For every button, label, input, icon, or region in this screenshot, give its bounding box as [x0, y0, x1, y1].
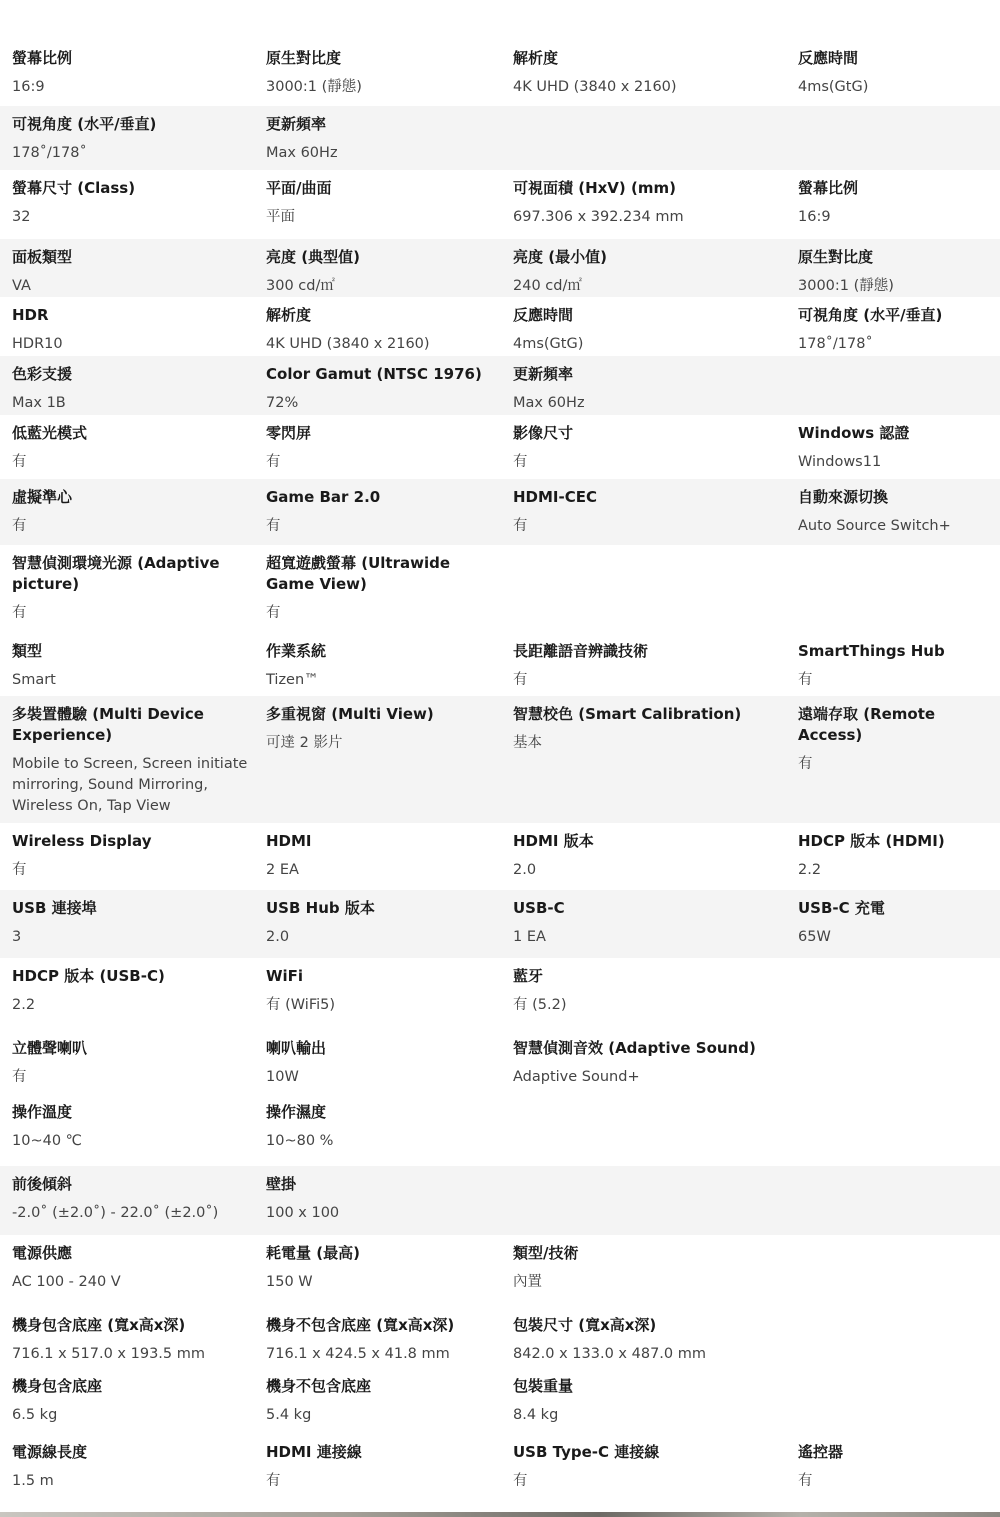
spec-value: 300 cd/㎡ [266, 278, 335, 294]
spec-item [798, 704, 998, 775]
spec-value: 3 [12, 929, 22, 945]
spec-label: 虛擬準心 [12, 488, 73, 506]
spec-value: 有 (WiFi5) [266, 997, 336, 1013]
spec-group [0, 479, 1000, 545]
spec-group [0, 356, 1000, 415]
spec-value: 2.0 [266, 929, 290, 945]
spec-label: 平面/曲面 [266, 179, 332, 197]
spec-item [513, 48, 783, 98]
spec-value: 2.0 [513, 862, 537, 878]
spec-value: 有 [12, 454, 27, 470]
spec-value: 有 [513, 1473, 528, 1489]
spec-value: 有 [12, 518, 27, 534]
spec-value: 可達 2 影片 [266, 735, 343, 751]
spec-label: 遠端存取 (Remote Access) [798, 705, 936, 744]
spec-value: 716.1 x 424.5 x 41.8 mm [266, 1346, 450, 1362]
spec-value: 3000:1 (靜態) [798, 278, 894, 294]
spec-item [266, 641, 501, 691]
spec-item [513, 1442, 783, 1492]
spec-label: 螢幕尺寸 (Class) [12, 179, 136, 197]
spec-item [266, 247, 501, 297]
spec-label: 低藍光模式 [12, 424, 88, 442]
spec-item [513, 1315, 783, 1365]
spec-group [0, 415, 1000, 479]
spec-value: 2.2 [798, 862, 822, 878]
spec-value: 32 [12, 209, 31, 225]
spec-label: 反應時間 [798, 49, 859, 67]
spec-value: 10W [266, 1069, 299, 1085]
spec-value: 4ms(GtG) [513, 336, 584, 352]
spec-item [513, 487, 783, 537]
spec-item [798, 641, 998, 691]
spec-label: SmartThings Hub [798, 642, 945, 660]
spec-label: 壁掛 [266, 1175, 297, 1193]
spec-value: Tizen™ [266, 672, 319, 688]
spec-item [12, 553, 252, 624]
spec-value: Max 1B [12, 395, 66, 411]
spec-label: 可視面積 (HxV) (mm) [513, 179, 676, 197]
spec-item [513, 364, 783, 414]
spec-item [513, 641, 783, 691]
spec-label: HDCP 版本 (USB-C) [12, 967, 165, 985]
spec-label: Game Bar 2.0 [266, 488, 381, 506]
spec-label: 更新頻率 [266, 115, 327, 133]
spec-item [12, 1442, 252, 1492]
spec-label: 螢幕比例 [798, 179, 859, 197]
spec-label: 原生對比度 [798, 248, 874, 266]
spec-label: 類型/技術 [513, 1244, 579, 1262]
spec-item [513, 898, 783, 948]
spec-item [12, 1315, 252, 1365]
spec-item [266, 898, 501, 948]
spec-value: Max 60Hz [513, 395, 585, 411]
spec-value: 有 [798, 1473, 813, 1489]
spec-label: 面板類型 [12, 248, 73, 266]
spec-value: 16:9 [12, 79, 45, 95]
spec-group [0, 170, 1000, 239]
spec-item [12, 487, 252, 537]
spec-value: 10~40 ℃ [12, 1133, 82, 1149]
spec-label: WiFi [266, 967, 304, 985]
spec-value: 平面 [266, 209, 295, 225]
spec-label: 立體聲喇叭 [12, 1039, 88, 1057]
spec-label: 多裝置體驗 (Multi Device Experience) [12, 705, 204, 744]
spec-value: 有 [266, 605, 281, 621]
spec-label: USB Hub 版本 [266, 899, 375, 917]
spec-group [0, 545, 1000, 633]
spec-label: USB-C [513, 899, 565, 917]
spec-item [266, 1038, 501, 1088]
spec-value: 178˚/178˚ [12, 145, 87, 161]
spec-label: 解析度 [513, 49, 559, 67]
spec-label: 超寬遊戲螢幕 (Ultrawide Game View) [266, 554, 450, 593]
spec-item [12, 1038, 252, 1088]
spec-label: Wireless Display [12, 832, 152, 850]
spec-group [0, 40, 1000, 106]
spec-value: 697.306 x 392.234 mm [513, 209, 684, 225]
spec-value: Mobile to Screen, Screen initiate mirroring, Sound Mirroring, Wireless On, Tap View [12, 756, 248, 814]
spec-item [12, 641, 252, 691]
spec-value: 有 [266, 1473, 281, 1489]
spec-value: 2 EA [266, 862, 299, 878]
spec-item [798, 898, 998, 948]
spec-group [0, 1368, 1000, 1434]
spec-value: 3000:1 (靜態) [266, 79, 362, 95]
spec-item [266, 1315, 501, 1365]
spec-value: 842.0 x 133.0 x 487.0 mm [513, 1346, 706, 1362]
spec-label: 色彩支援 [12, 365, 73, 383]
spec-label: HDMI 連接線 [266, 1443, 362, 1461]
spec-label: 作業系統 [266, 642, 327, 660]
spec-value: HDR10 [12, 336, 63, 352]
spec-value: 1.5 m [12, 1473, 54, 1489]
spec-item [266, 1442, 501, 1492]
spec-label: 自動來源切換 [798, 488, 889, 506]
spec-label: 反應時間 [513, 306, 574, 324]
spec-item [12, 1376, 252, 1426]
spec-value: 8.4 kg [513, 1407, 559, 1423]
spec-value: 4ms(GtG) [798, 79, 869, 95]
spec-value: 有 [12, 605, 27, 621]
spec-value: 4K UHD (3840 x 2160) [513, 79, 677, 95]
spec-item [798, 831, 998, 881]
spec-value: 16:9 [798, 209, 831, 225]
spec-label: 電源供應 [12, 1244, 73, 1262]
spec-label: 機身包含底座 (寬x高x深) [12, 1316, 186, 1334]
spec-value: 有 [12, 862, 27, 878]
spec-label: HDMI 版本 [513, 832, 594, 850]
spec-label: 螢幕比例 [12, 49, 73, 67]
spec-value: 100 x 100 [266, 1205, 340, 1221]
spec-item [12, 966, 252, 1016]
spec-item [266, 487, 501, 537]
spec-label: 操作濕度 [266, 1103, 327, 1121]
spec-label: 智慧校色 (Smart Calibration) [513, 705, 742, 723]
spec-label: 類型 [12, 642, 43, 660]
spec-item [12, 1174, 252, 1224]
spec-item [12, 704, 252, 817]
spec-item [12, 364, 252, 414]
spec-label: 亮度 (典型值) [266, 248, 360, 266]
spec-value: 有 [798, 672, 813, 688]
spec-label: Windows 認證 [798, 424, 910, 442]
spec-item [266, 364, 501, 414]
spec-value: 有 (5.2) [513, 997, 567, 1013]
spec-value: 10~80 % [266, 1133, 334, 1149]
spec-item [513, 247, 783, 297]
spec-value: 有 [266, 454, 281, 470]
spec-label: 更新頻率 [513, 365, 574, 383]
spec-item [266, 114, 501, 164]
spec-label: 智慧偵測音效 (Adaptive Sound) [513, 1039, 756, 1057]
spec-item [513, 423, 783, 473]
spec-item [798, 48, 998, 98]
spec-group [0, 1030, 1000, 1094]
spec-item [12, 898, 252, 948]
spec-value: 有 [266, 518, 281, 534]
spec-label: 解析度 [266, 306, 312, 324]
spec-group [0, 1235, 1000, 1307]
spec-label: Color Gamut (NTSC 1976) [266, 365, 482, 383]
spec-item [266, 305, 501, 355]
spec-value: 72% [266, 395, 299, 411]
spec-label: 亮度 (最小值) [513, 248, 607, 266]
spec-label: 多重視窗 (Multi View) [266, 705, 434, 723]
spec-item [266, 178, 501, 228]
spec-group [0, 106, 1000, 170]
spec-value: 1 EA [513, 929, 546, 945]
spec-item [266, 1102, 501, 1152]
spec-label: 包裝尺寸 (寬x高x深) [513, 1316, 657, 1334]
spec-item [266, 966, 501, 1016]
spec-item [266, 553, 501, 624]
spec-label: HDMI-CEC [513, 488, 598, 506]
spec-group [0, 1307, 1000, 1368]
spec-value: AC 100 - 240 V [12, 1274, 121, 1290]
spec-value: 5.4 kg [266, 1407, 312, 1423]
spec-item [266, 1174, 501, 1224]
spec-item [12, 831, 252, 881]
spec-label: 前後傾斜 [12, 1175, 73, 1193]
spec-item [513, 704, 783, 754]
spec-label: 可視角度 (水平/垂直) [798, 306, 943, 324]
spec-label: 機身不包含底座 [266, 1377, 372, 1395]
spec-value: 基本 [513, 735, 542, 751]
spec-item [266, 704, 501, 754]
spec-item [513, 1243, 783, 1293]
spec-group [0, 1434, 1000, 1504]
spec-value: 有 [12, 1069, 27, 1085]
spec-label: 電源線長度 [12, 1443, 88, 1461]
spec-label: 藍牙 [513, 967, 544, 985]
spec-label: USB-C 充電 [798, 899, 885, 917]
spec-label: 耗電量 (最高) [266, 1244, 360, 1262]
spec-group [0, 696, 1000, 823]
spec-item [266, 1376, 501, 1426]
spec-value: 65W [798, 929, 831, 945]
spec-item [12, 114, 252, 164]
spec-group [0, 1166, 1000, 1235]
spec-item [266, 48, 501, 98]
spec-label: 長距離語音辨識技術 [513, 642, 649, 660]
spec-value: -2.0˚ (±2.0˚) - 22.0˚ (±2.0˚) [12, 1205, 219, 1221]
spec-value: 240 cd/㎡ [513, 278, 582, 294]
spec-value: 6.5 kg [12, 1407, 58, 1423]
spec-label: 智慧偵測環境光源 (Adaptive picture) [12, 554, 220, 593]
spec-item [12, 423, 252, 473]
spec-label: 包裝重量 [513, 1377, 574, 1395]
spec-item [12, 247, 252, 297]
spec-label: USB 連接埠 [12, 899, 97, 917]
spec-item [513, 178, 783, 228]
spec-item [266, 1243, 501, 1293]
spec-item [798, 487, 998, 537]
spec-value: Smart [12, 672, 56, 688]
spec-value: Windows11 [798, 454, 882, 470]
spec-item [798, 423, 998, 473]
spec-value: 2.2 [12, 997, 36, 1013]
spec-label: 原生對比度 [266, 49, 342, 67]
spec-item [513, 966, 783, 1016]
spec-group [0, 823, 1000, 890]
spec-item [798, 247, 998, 297]
spec-value: 150 W [266, 1274, 313, 1290]
spec-value: Auto Source Switch+ [798, 518, 951, 534]
spec-label: 喇叭輸出 [266, 1039, 327, 1057]
spec-item [12, 178, 252, 228]
spec-value: 有 [513, 454, 528, 470]
spec-value: 716.1 x 517.0 x 193.5 mm [12, 1346, 205, 1362]
spec-label: 零閃屏 [266, 424, 312, 442]
spec-item [513, 305, 783, 355]
spec-group [0, 633, 1000, 696]
spec-value: 有 [513, 518, 528, 534]
spec-value: 178˚/178˚ [798, 336, 873, 352]
spec-item [513, 1038, 783, 1088]
spec-item [798, 178, 998, 228]
spec-item [12, 305, 252, 355]
spec-value: 有 [798, 756, 813, 772]
spec-label: 機身不包含底座 (寬x高x深) [266, 1316, 455, 1334]
spec-item [12, 1243, 252, 1293]
spec-value: VA [12, 278, 31, 294]
spec-label: 操作溫度 [12, 1103, 73, 1121]
spec-label: HDR [12, 306, 49, 324]
spec-item [513, 1376, 783, 1426]
spec-item [266, 423, 501, 473]
spec-group [0, 890, 1000, 958]
spec-value: 內置 [513, 1274, 542, 1290]
spec-item [798, 1442, 998, 1492]
spec-group [0, 958, 1000, 1030]
spec-value: 4K UHD (3840 x 2160) [266, 336, 430, 352]
spec-label: USB Type-C 連接線 [513, 1443, 660, 1461]
spec-label: 影像尺寸 [513, 424, 574, 442]
spec-item [266, 831, 501, 881]
spec-label: 遙控器 [798, 1443, 844, 1461]
spec-group [0, 1094, 1000, 1166]
spec-item [513, 831, 783, 881]
spec-value: 有 [513, 672, 528, 688]
spec-label: HDCP 版本 (HDMI) [798, 832, 945, 850]
spec-item [12, 1102, 252, 1152]
spec-item [798, 305, 998, 355]
spec-group [0, 297, 1000, 356]
spec-label: 可視角度 (水平/垂直) [12, 115, 157, 133]
spec-value: Adaptive Sound+ [513, 1069, 640, 1085]
bottom-image-strip [0, 1512, 1000, 1517]
spec-label: HDMI [266, 832, 312, 850]
spec-item [12, 48, 252, 98]
spec-value: Max 60Hz [266, 145, 338, 161]
spec-group [0, 239, 1000, 297]
spec-label: 機身包含底座 [12, 1377, 103, 1395]
